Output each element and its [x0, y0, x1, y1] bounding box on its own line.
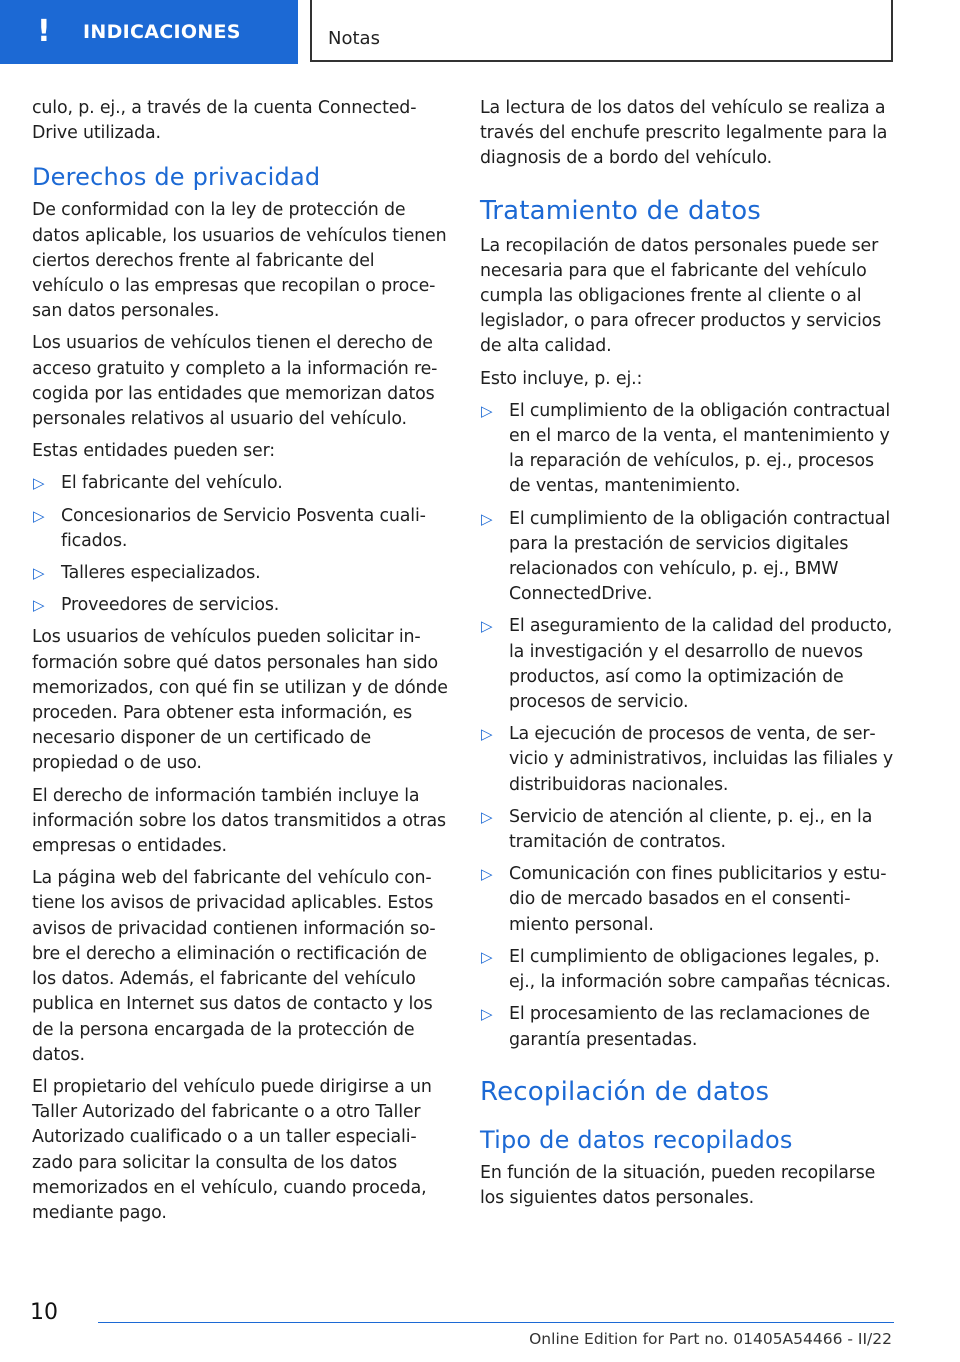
list-item-text: El cumplimiento de la obligación contractual en el marco de la venta, el mantenimiento y la reparación de vehículos, p. ej., procesos de ventas, mantenimiento. [509, 400, 891, 497]
list-item-text: El cumplimiento de la obligación contractual para la prestación de servicios digitales relacionados con vehículo, p. ej., BMW ConnectedDrive. [509, 508, 891, 605]
list-item [480, 805, 898, 855]
list-item [32, 471, 450, 496]
notes-label: Notas [328, 28, 380, 49]
list-item-text: El procesamiento de las reclamaciones de garantía presentadas. [509, 1004, 870, 1050]
arrow-bullet-icon: ▷ [33, 596, 45, 615]
arrow-bullet-icon: ▷ [481, 617, 493, 636]
list-item [480, 399, 898, 500]
arrow-bullet-icon: ▷ [481, 725, 493, 744]
arrow-bullet-icon: ▷ [481, 947, 493, 966]
list-item [480, 507, 898, 608]
paragraph: La recopilación de datos personales puede ser necesaria para que el fabricante del vehículo cumpla las obligaciones frente al cliente o al legislador, o para ofrecer productos y servicios de alta calidad. [480, 235, 882, 357]
purposes-list [480, 399, 898, 1053]
paragraph: El propietario del vehículo puede dirigirse a un Taller Autorizado del fabricante o a otro Taller Autorizado cualificado o a un taller especializado para solicitar la consulta de los datos memorizados en el vehículo, cuando proceda, mediante pago. [32, 1076, 432, 1223]
paragraph: Estas entidades pueden ser: [32, 441, 275, 462]
arrow-bullet-icon: ▷ [481, 401, 493, 420]
heading-data-collection: Recopilación de datos [480, 1076, 770, 1107]
heading-privacy-rights: Derechos de privacidad [32, 163, 321, 192]
paragraph: La lectura de los datos del vehículo se realiza a través del enchufe prescrito legalmente para la diagnosis de a bordo del vehículo. [480, 98, 888, 169]
list-item [480, 722, 898, 798]
footer-edition-text: Online Edition for Part no. 01405A54466 - II/22 [529, 1330, 892, 1348]
left-column [32, 96, 450, 1233]
section-header-bar [0, 0, 298, 64]
list-item [480, 862, 898, 938]
arrow-bullet-icon: ▷ [481, 807, 493, 826]
list-item-text: Talleres especializados. [61, 563, 261, 584]
list-item-text: El cumplimiento de obligaciones legales, p. ej., la información sobre campañas técnicas. [509, 946, 891, 993]
list-item-text: El fabricante del vehículo. [61, 473, 283, 494]
paragraph: En función de la situación, pueden recopilarse los siguientes datos personales. [480, 1162, 876, 1208]
arrow-bullet-icon: ▷ [33, 506, 45, 525]
list-item [32, 593, 450, 618]
list-item-text: Proveedores de servicios. [61, 595, 280, 616]
arrow-bullet-icon: ▷ [481, 509, 493, 528]
notes-box [310, 0, 893, 62]
arrow-bullet-icon: ▷ [33, 564, 45, 583]
paragraph: De conformidad con la ley de protección de datos aplicable, los usuarios de vehículos tienen ciertos derechos frente al fabricante del vehículo o las empresas que recopilan o procesan datos personales. [32, 200, 447, 322]
paragraph: Los usuarios de vehículos tienen el derecho de acceso gratuito y completo a la información recogida por las entidades que memorizan datos personales relativos al usuario del vehículo. [32, 333, 438, 430]
list-item-text: El aseguramiento de la calidad del producto, la investigación y el desarrollo de nuevos productos, así como la optimización de procesos de servicio. [509, 616, 893, 713]
paragraph: Esto incluye, p. ej.: [480, 368, 643, 389]
section-title: INDICACIONES [83, 21, 241, 43]
arrow-bullet-icon: ▷ [481, 865, 493, 884]
paragraph: El derecho de información también incluye la información sobre los datos transmitidos a otras empresas o entidades. [32, 785, 446, 857]
list-item-text: Comunicación con fines publicitarios y estudio de mercado basados en el consentimiento personal. [509, 864, 887, 935]
list-item [32, 504, 450, 554]
arrow-bullet-icon: ▷ [481, 1005, 493, 1024]
warning-exclamation-icon: ! [37, 14, 51, 49]
paragraph: La página web del fabricante del vehículo contiene los avisos de privacidad aplicables. Estos avisos de privacidad contienen información sobre el derecho a eliminación o rectificación de los datos. Además, el fabricante del vehículo publica en Internet sus datos de contacto y los de la persona encargada de la protección de datos. [32, 868, 436, 1065]
list-item [480, 614, 898, 715]
right-column [480, 96, 898, 1218]
page-number: 10 [30, 1300, 58, 1325]
list-item [32, 561, 450, 586]
arrow-bullet-icon: ▷ [33, 474, 45, 493]
list-item [480, 945, 898, 995]
entities-list [32, 471, 450, 618]
list-item-text: La ejecución de procesos de venta, de servicio y administrativos, incluidas las filiales y distribuidoras nacionales. [509, 724, 894, 795]
paragraph: Los usuarios de vehículos pueden solicitar información sobre qué datos personales han sido memorizados, con qué fin se utilizan y de dónde proceden. Para obtener esta información, es necesario disponer de un certificado de propiedad o de uso. [32, 627, 448, 774]
heading-data-processing: Tratamiento de datos [480, 195, 762, 226]
footer-divider [98, 1322, 894, 1323]
list-item-text: Servicio de atención al cliente, p. ej., en la tramitación de contratos. [509, 806, 873, 853]
subheading-data-types: Tipo de datos recopilados [480, 1125, 793, 1154]
list-item-text: Concesionarios de Servicio Posventa cualificados. [61, 505, 426, 551]
paragraph: culo, p. ej., a través de la cuenta ConnectedDrive utilizada. [32, 98, 417, 144]
list-item [480, 1002, 898, 1052]
